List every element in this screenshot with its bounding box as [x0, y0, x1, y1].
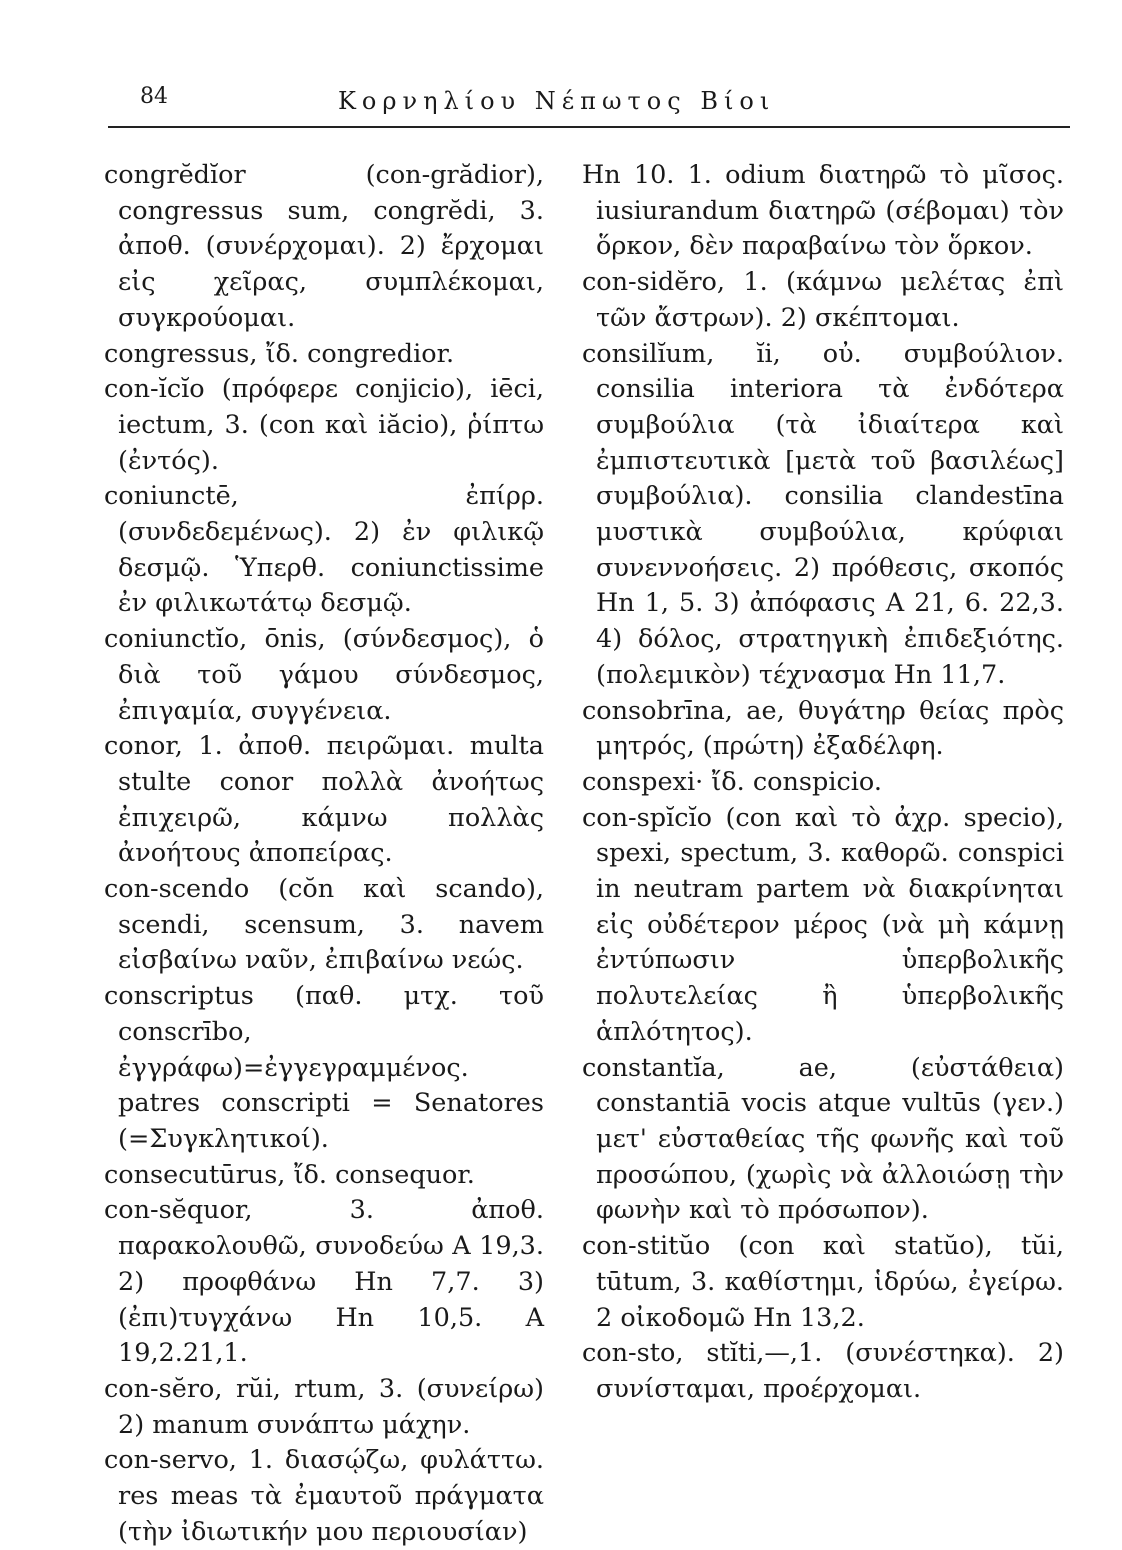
dictionary-entry: con-sĕro, rŭi, rtum, 3. (συνείρω) 2) manum συνάπτω μάχην.: [104, 1373, 544, 1440]
dictionary-entry: congressus, ἴδ. congredior.: [104, 338, 455, 369]
dictionary-entry: conor, 1. ἀποθ. πειρῶμαι. multa stulte conor πολλὰ ἀνοήτως ἐπιχειρῶ, κάμνω πολλὰς ἀνοήτους ἀποπείρας.: [104, 731, 544, 869]
dictionary-entry: con-spĭcĭo (con καὶ τὸ ἀχρ. specio), spexi, spectum, 3. καθορῶ. conspici in neutram partem νὰ διακρίνηται εἰς οὐδέτερον μέρος (νὰ μὴ κάμνῃ ἐντύπωσιν ὑπερβολικῆς πολυτελείας ἢ ὑπερβολικῆς ἁπλότητος).: [582, 802, 1064, 1047]
dictionary-entry: coniunctĭo, ōnis, (σύνδεσμος), ὁ διὰ τοῦ γάμου σύνδεσμος, ἐπιγαμία, συγγένεια.: [104, 624, 544, 726]
dictionary-entry: consecutūrus, ἴδ. consequor.: [104, 1159, 475, 1190]
dictionary-entry: con-stitŭo (con καὶ statŭo), tŭi, tūtum, 3. καθίστημι, ἱδρύω, ἐγείρω. 2 οἰκοδομῶ Ηn 13,2.: [582, 1231, 1064, 1333]
dictionary-entry: con-scendo (cŏn καὶ scando), scendi, scensum, 3. navem εἰσβαίνω ναῦν, ἐπιβαίνω νεώς.: [104, 874, 544, 976]
running-title: Κορνηλίου Νέπωτος Βίοι: [338, 87, 776, 115]
dictionary-entry: con-servo, 1. διασῴζω, φυλάττω. res meas τὰ ἐμαυτοῦ πράγματα (τὴν ἰδιωτικήν μου περιουσίαν): [104, 1445, 544, 1547]
dictionary-entry: conspexi· ἴδ. conspicio.: [582, 766, 882, 797]
dictionary-entry: consobrīna, ae, θυγάτηρ θείας πρὸς μητρός, (πρώτη) ἐξαδέλφη.: [582, 695, 1064, 762]
header-rule: [108, 126, 1070, 128]
right-column: [582, 158, 1064, 1408]
dictionary-entry: constantĭa, ae, (εὐστάθεια) constantiā vocis atque vultūs (γεν.) μετ' εὐσταθείας τῆς φωνῆς καὶ τοῦ προσώπου, (χωρὶς νὰ ἀλλοιώσῃ τὴν φωνὴν καὶ τὸ πρόσωπον).: [582, 1052, 1064, 1226]
dictionary-entry: conscriptus (παθ. μτχ. τοῦ conscrībo, ἐγγράφω)=ἐγγεγραμμένος. patres conscripti = Senatores (=Συγκλητικοί).: [104, 981, 544, 1154]
page-header: [108, 84, 1068, 128]
dictionary-entry: con-sĕquor, 3. ἀποθ. παρακολουθῶ, συνοδεύω Α 19,3. 2) προφθάνω Ηn 7,7. 3) (ἐπι)τυγχάνω Ηn 10,5. Α 19,2.21,1.: [104, 1195, 544, 1369]
dictionary-entry: coniunctē, ἐπίρρ. (συνδεδεμένως). 2) ἐν φιλικῷ δεσμῷ. Ὑπερθ. coniunctissime ἐν φιλικωτάτῳ δεσμῷ.: [104, 481, 544, 619]
dictionary-entry: con-sto, stĭti,—,1. (συνέστηκα). 2) συνίσταμαι, προέρχομαι.: [582, 1338, 1064, 1404]
dictionary-entry: con-ĭcĭo (πρόφερε conjicio), iēci, iectum, 3. (con καὶ iăcio), ῥίπτω (ἐντός).: [104, 374, 544, 476]
page-number: 84: [140, 84, 168, 109]
dictionary-entry: congrĕdĭor (con-grădior), congressus sum, congrĕdi, 3. ἀποθ. (συνέρχομαι). 2) ἔρχομαι εἰς χεῖρας, συμπλέκομαι, συγκρούομαι.: [104, 160, 544, 333]
dictionary-entry: consilĭum, ĭi, οὐ. συμβούλιον. consilia interiora τὰ ἐνδότερα συμβούλια (τὰ ἰδιαίτερα καὶ ἐμπιστευτικὰ [μετὰ τοῦ βασιλέως] συμβούλια). consilia clandestīna μυστικὰ συμβούλια, κρύφιαι συνεννοήσεις. 2) πρόθεσις, σκοπός Ηn 1, 5. 3) ἀπόφασις Α 21, 6. 22,3. 4) δόλος, στρατηγικὴ ἐπιδεξιότης. (πολεμικὸν) τέχνασμα Ηn 11,7.: [582, 338, 1064, 690]
dictionary-entry: con-sidĕro, 1. (κάμνω μελέτας ἐπὶ τῶν ἄστρων). 2) σκέπτομαι.: [582, 267, 1064, 333]
left-column: [104, 158, 544, 1550]
dictionary-entry-continued: Ηn 10. 1. odium διατηρῶ τὸ μῖσος. iusiurandum διατηρῶ (σέβομαι) τὸν ὅρκον, δὲν παραβαίνω τὸν ὅρκον.: [582, 160, 1064, 262]
